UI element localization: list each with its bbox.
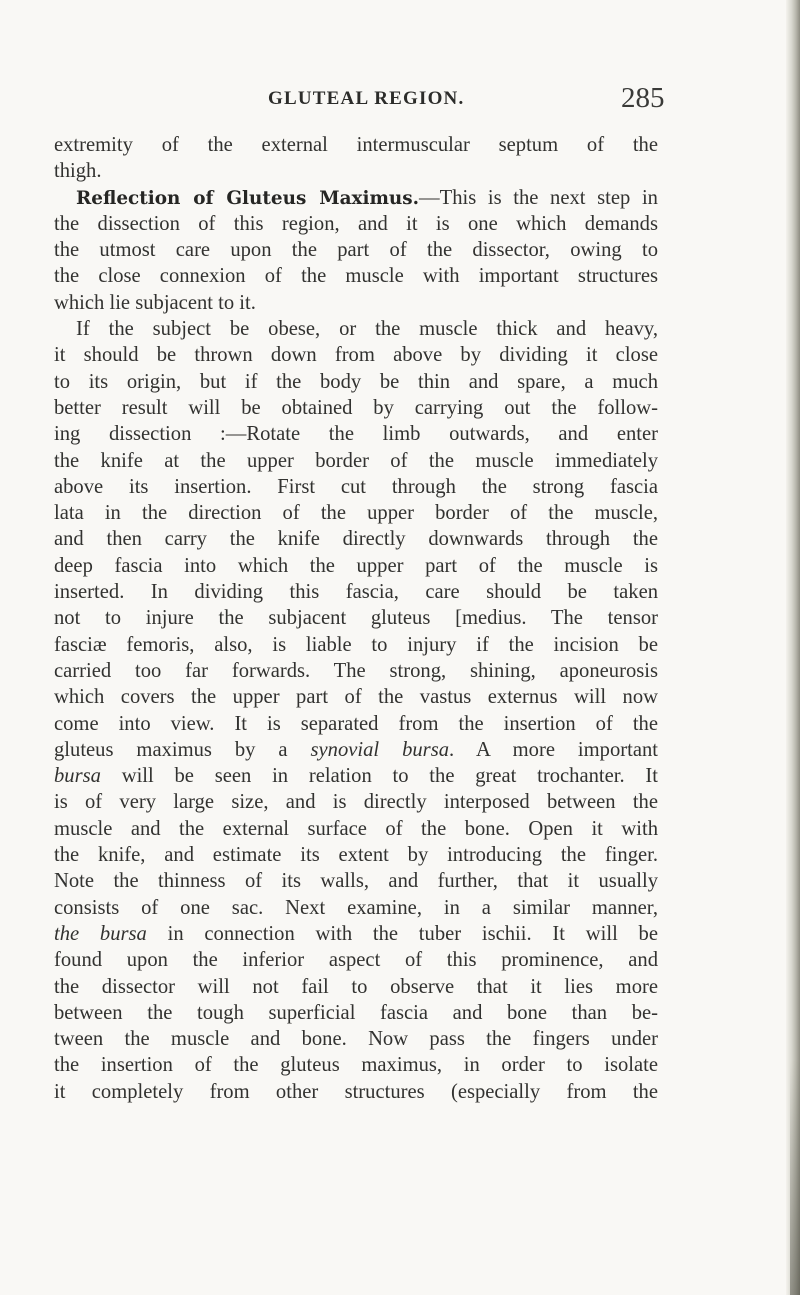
text-line-13: the knife at the upper border of the muscle immediately bbox=[54, 449, 658, 472]
page-edge-shadow bbox=[790, 1060, 800, 1295]
text-line-25: bursa will be seen in relation to the great trochanter. It bbox=[54, 765, 658, 788]
text-line-5: the utmost care upon the part of the dissector, owing to bbox=[54, 239, 658, 262]
text-line-6: the close connexion of the muscle with important structures bbox=[54, 265, 658, 288]
text-line-4: the dissection of this region, and it is one which demands bbox=[54, 212, 658, 235]
text-line-31: the bursa in connection with the tuber ischii. It will be bbox=[54, 922, 658, 945]
page-header bbox=[0, 82, 800, 122]
text-line-21: carried too far forwards. The strong, shining, aponeurosis bbox=[54, 659, 658, 682]
text-line-37: it completely from other structures (especially from the bbox=[54, 1080, 658, 1103]
text-line-10: to its origin, but if the body be thin and spare, a much bbox=[54, 370, 658, 393]
body-text bbox=[54, 132, 658, 1105]
text-line-34: between the tough superficial fascia and bone than be- bbox=[54, 1001, 658, 1024]
italic-term: the bursa bbox=[54, 922, 147, 945]
text-line-16: and then carry the knife directly downwards through the bbox=[54, 528, 658, 551]
text-line-23: come into view. It is separated from the insertion of the bbox=[54, 712, 658, 735]
italic-term: bursa bbox=[54, 765, 101, 788]
text-line-18: inserted. In dividing this fascia, care should be taken bbox=[54, 581, 658, 604]
text-line-28: the knife, and estimate its extent by introducing the finger. bbox=[54, 844, 658, 867]
text-line-2: thigh. bbox=[54, 160, 102, 183]
text-line-22: which covers the upper part of the vastus externus will now bbox=[54, 686, 658, 709]
text-line-24: gluteus maximus by a synovial bursa. A more important bbox=[54, 738, 658, 761]
text-line-33: the dissector will not fail to observe that it lies more bbox=[54, 975, 658, 998]
running-head: GLUTEAL REGION. bbox=[268, 88, 465, 109]
text-line-32: found upon the inferior aspect of this prominence, and bbox=[54, 949, 658, 972]
text-line-35: tween the muscle and bone. Now pass the fingers under bbox=[54, 1028, 658, 1051]
text-line-11: better result will be obtained by carrying out the follow- bbox=[54, 396, 658, 419]
text-line-29: Note the thinness of its walls, and further, that it usually bbox=[54, 870, 658, 893]
text-line-1: extremity of the external intermuscular septum of the bbox=[54, 134, 658, 156]
text-line-27: muscle and the external surface of the bone. Open it with bbox=[54, 817, 658, 840]
text-line-30: consists of one sac. Next examine, in a similar manner, bbox=[54, 896, 658, 919]
text-line-7: which lie subjacent to it. bbox=[54, 291, 256, 314]
text-line-8: If the subject be obese, or the muscle thick and heavy, bbox=[76, 318, 658, 341]
text-line-20: fasciæ femoris, also, is liable to injury if the incision be bbox=[54, 633, 658, 656]
italic-term: synovial bursa bbox=[310, 738, 450, 761]
page-number: 285 bbox=[621, 82, 665, 114]
text-line-12: ing dissection :—Rotate the limb outwards, and enter bbox=[54, 423, 658, 446]
text-line-14: above its insertion. First cut through the strong fascia bbox=[54, 475, 658, 498]
section-heading: Reflection of Gluteus Maximus. bbox=[76, 187, 420, 209]
text-line-15: lata in the direction of the upper border of the muscle, bbox=[54, 502, 658, 525]
text-line-9: it should be thrown down from above by dividing it close bbox=[54, 344, 658, 367]
section-heading-line: Reflection of Gluteus Maximus.—This is the next step in bbox=[76, 186, 658, 209]
text-line-26: is of very large size, and is directly interposed between the bbox=[54, 791, 658, 814]
text-line-19: not to injure the subjacent gluteus [medius. The tensor bbox=[54, 607, 658, 630]
text-line-36: the insertion of the gluteus maximus, in order to isolate bbox=[54, 1054, 658, 1077]
text-line-17: deep fascia into which the upper part of the muscle is bbox=[54, 554, 658, 577]
